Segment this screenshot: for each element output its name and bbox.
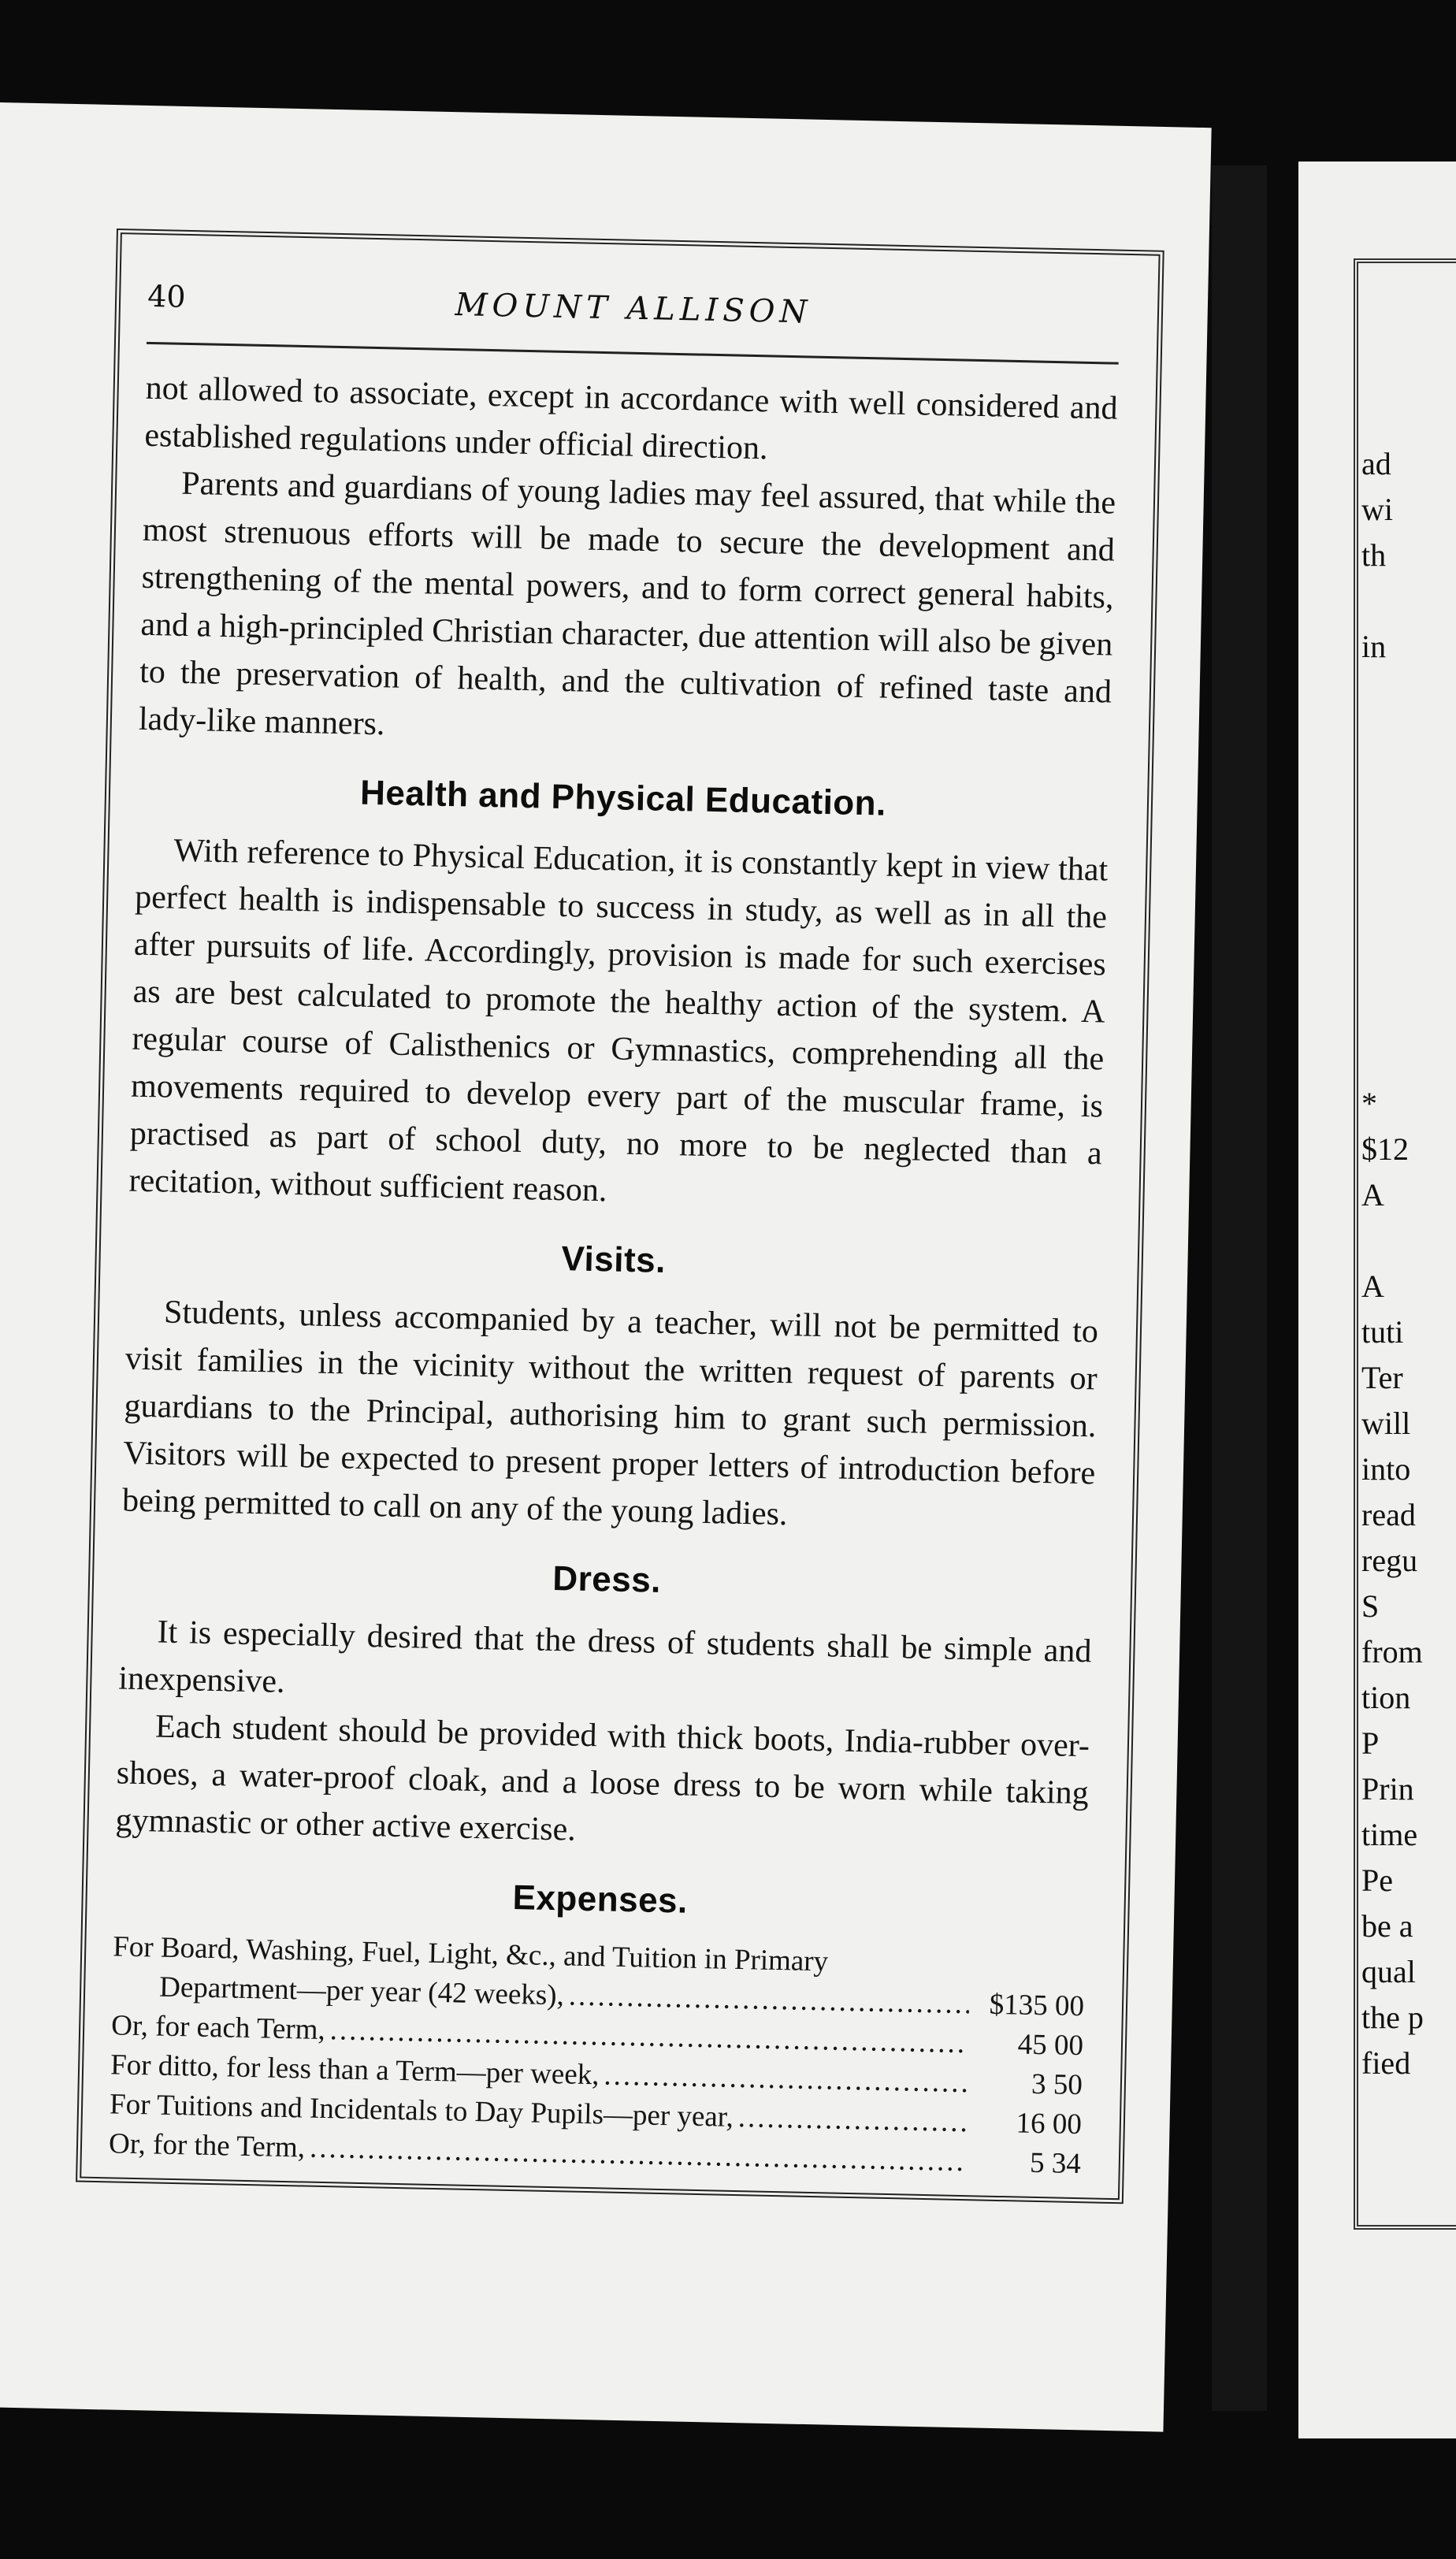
book-gutter [1212, 165, 1267, 2411]
running-head: MOUNT ALLISON [455, 287, 812, 331]
right-page-fragment: qual [1361, 1954, 1416, 1989]
right-page-fragment: ad [1361, 446, 1391, 481]
right-page-fragment [1361, 898, 1456, 944]
right-page-fragment [1361, 852, 1456, 898]
heading-dress: Dress. [552, 1558, 662, 1600]
right-page-fragment: tuti [1361, 1314, 1404, 1350]
right-page-fragment [1361, 670, 1456, 715]
heading-expenses: Expenses. [512, 1877, 689, 1921]
paragraph-health: With reference to Physical Education, it is constantly kept in view that perfect health is indispensable to success in study, as well as in all the after pursuits of life. Accordingly, provision is made for such exercises as are best calculated to promote the healthy action of the system. A regular course of Calisthenics or Gymnastics, comprehending all the movements required to develop every part of the muscular frame, is practised as part of school duty, no more to be neglected than a recitation, without sufficient reason. [128, 832, 1109, 1209]
page-header [147, 271, 1120, 365]
right-page-fragment [1361, 761, 1456, 807]
paragraph-dress-2: Each student should be provided with thick boots, India-rubber over-shoes, a water-proof cloak, and a loose dress to be worn while taking gymnastic or other active exercise. [115, 1708, 1090, 1848]
paragraph-visits: Students, unless accompanied by a teacher, will not be permitted to visit families in the vicinity without the written request of parents or guardians to the Principal, authorising him to grant such permission. Visitors will be expected to present proper letters of introduction before being permitted to call on any of the young ladies. [121, 1294, 1099, 1533]
expense-label: For Tuitions and Incidentals to Day Pupils—per year, [109, 2088, 734, 2134]
right-page-text-fragments [1361, 441, 1456, 2086]
right-page-fragment: P [1361, 1725, 1380, 1761]
right-page-fragment: th [1361, 537, 1387, 573]
expense-amount: 3 50 [1031, 2067, 1083, 2102]
right-page-fragment [1361, 578, 1456, 624]
right-page-fragment: into [1361, 1451, 1411, 1487]
right-page-fragment: Prin [1361, 1771, 1414, 1807]
expense-label: For Board, Washing, Fuel, Light, &c., and Tuition in Primary [112, 1930, 829, 1978]
page-frame [76, 228, 1164, 2204]
right-page-fragment [1361, 944, 1456, 990]
intro-paragraph-parents: Parents and guardians of young ladies may feel assured, that while the most strenuous efforts will be made to secure the development and strengthening of the mental powers, and to form correct general habits, and a high-principled Christian character, due attention will also be given to the preservation of health, and the cultivation of refined taste and lady-like manners. [138, 465, 1116, 743]
expense-amount: $135 00 [989, 1988, 1085, 2023]
heading-health: Health and Physical Education. [359, 773, 887, 823]
right-page-fragment [1361, 715, 1456, 761]
heading-visits: Visits. [561, 1239, 667, 1280]
right-page-fragment: time [1361, 1817, 1418, 1852]
expense-amount: 16 00 [1016, 2107, 1083, 2141]
expense-label: For ditto, for less than a Term—per week, [110, 2048, 600, 2092]
right-page-fragment: $12 [1361, 1131, 1409, 1167]
right-page-fragment [1361, 1218, 1456, 1264]
right-page-fragment: S [1361, 1588, 1380, 1624]
right-page-fragment: will [1361, 1406, 1411, 1441]
page-body [113, 365, 1118, 1933]
right-page-fragment: the p [1361, 2000, 1424, 2035]
right-page-fragment: Pe [1361, 1863, 1393, 1898]
right-page-fragment [1361, 1035, 1456, 1081]
intro-paragraph-continued: not allowed to associate, except in accordance with well considered and established regulations under official direction. [144, 370, 1118, 467]
page-number: 40 [147, 278, 187, 314]
right-page-fragment: regu [1361, 1543, 1418, 1578]
expense-amount: 45 00 [1017, 2028, 1084, 2063]
right-page-fragment: wi [1361, 492, 1393, 527]
expense-label: Or, for each Term, [110, 2009, 326, 2047]
leader-dots [737, 2098, 967, 2142]
expense-label: Department—per year (42 weeks), [158, 1970, 565, 2012]
right-page-fragment: * [1361, 1086, 1377, 1121]
expense-amount: 5 34 [1029, 2146, 1082, 2181]
right-page-fragment: read [1361, 1497, 1416, 1532]
right-page-fragment: fied [1361, 2045, 1411, 2081]
expenses-table [109, 1927, 1086, 2184]
expense-label: Or, for the Term, [108, 2127, 306, 2164]
paragraph-dress-1: It is especially desired that the dress of students shall be simple and inexpensive. [117, 1614, 1092, 1700]
right-page-fragment: in [1361, 629, 1387, 664]
right-page-fragment [1361, 807, 1456, 852]
right-page-fragment: Ter [1361, 1360, 1403, 1395]
right-page-fragment: tion [1361, 1680, 1411, 1715]
right-page-fragment: A [1361, 1177, 1384, 1213]
right-page-fragment: A [1361, 1268, 1384, 1304]
right-page-fragment: be a [1361, 1908, 1413, 1944]
right-page-fragment [1361, 990, 1456, 1035]
right-page-fragment: from [1361, 1634, 1423, 1669]
